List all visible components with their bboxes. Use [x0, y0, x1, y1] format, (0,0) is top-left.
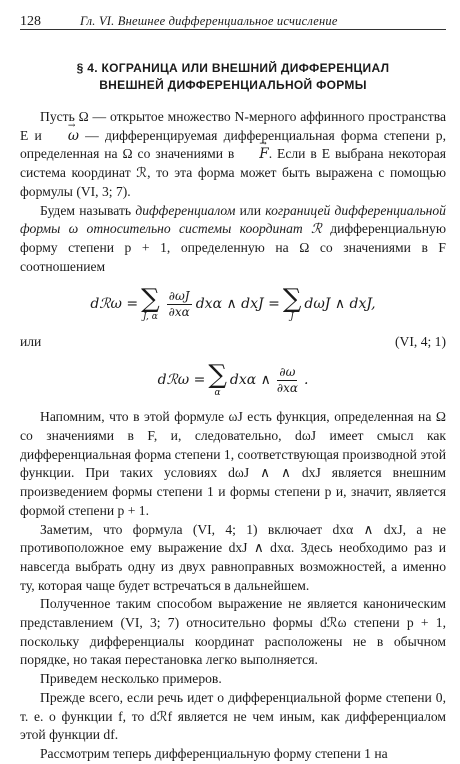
paragraph-4: Заметим, что формула (VI, 4; 1) включает dxα ∧ dxJ, а не противоположное ему выражение dxJ ∧ dxα. Здесь необходимо раз и навсегда выбрать одну из двух равноправных возможностей, а именно ту, которая чаще будет встречаться в дальнейшем. — [20, 521, 446, 593]
sum-symbol-1: ∑ J, α — [141, 284, 160, 323]
sum-symbol-2: ∑ J — [282, 284, 302, 323]
paragraph-8: Рассмотрим теперь дифференциальную форму степени 1 на — [40, 745, 388, 761]
p2-text-c: дифференциальную форму степени p + 1, определенную на Ω со значениями в F соотношением — [20, 221, 446, 274]
paragraph-5: Полученное таким способом выражение не является каноническим представлением (VI, 3; 7) относительно формы dℛω степени p + 1, поскольку дифференциалы координат расположены не в обычном порядке, но такая перестановка легко выполняется. — [20, 596, 446, 668]
section-title-line-2: ВНЕШНЕЙ ДИФФЕРЕНЦИАЛЬНОЙ ФОРМЫ — [99, 78, 367, 92]
sum-1-index: J, α — [142, 312, 158, 323]
formula-1 — [20, 276, 446, 332]
sum-3-index: α — [214, 388, 221, 399]
equation-label: (VI, 4; 1) — [395, 334, 446, 350]
F-symbol: → F — [239, 145, 268, 164]
formula-2 — [20, 352, 446, 408]
paragraph-7: Прежде всего, если речь идет о дифференциальной форме степени 0, т. е. о функции f, то dℛf является не чем иным, как дифференциалом этой функции df. — [20, 689, 446, 743]
section-title-line-1: § 4. КОГРАНИЦА ИЛИ ВНЕШНИЙ ДИФФЕРЕНЦИАЛ — [76, 61, 390, 75]
sum-symbol-3: ∑ α — [208, 360, 227, 399]
fraction-2 — [275, 365, 300, 396]
formula-2-mid: dxα ∧ — [229, 372, 271, 389]
p2-text-b: или — [235, 202, 266, 218]
term-differential: дифференциалом — [135, 202, 236, 218]
fraction-1-den: ∂xα — [168, 304, 190, 319]
paragraph-2 — [20, 202, 446, 277]
omega-symbol: → ω — [48, 127, 79, 146]
fraction-1 — [167, 289, 192, 320]
paragraph-1 — [20, 108, 446, 202]
or-word: или — [20, 334, 42, 350]
p1-text-a: Пусть Ω — открытое множество N-мерного аффинного пространства E и — [20, 109, 446, 143]
paragraph-6: Приведем несколько примеров. — [40, 671, 222, 687]
formula-2-lhs: dℛω = — [157, 372, 206, 389]
paragraph-3: Напомним, что в этой формуле ωJ есть функция, определенная на Ω со значениями в F, и, следовательно, dωJ имеет смысл как дифференциальная форма степени 1, соответствующая производной этой функции. При таких условиях dωJ ∧ ∧ dxJ является внешним произведением формы степени 1 и формы степени p и, значит, является формой степени p + 1. — [20, 409, 446, 518]
formula-1-end: dωJ ∧ dxJ, — [304, 296, 376, 313]
page-number: 128 — [20, 14, 41, 29]
formula-1-lhs: dℛω = — [90, 296, 139, 313]
term-coboundary: кограницей дифференциальной формы ω относительно системы координат ℛ — [20, 202, 446, 237]
p1-text-b: — дифференцируемая дифференциальная форма степени p, определенная на Ω со значениями в — [20, 127, 446, 162]
p1-text-c: . Если в E выбрана некоторая система координат ℛ, то эта форма может быть выражена с помощью формулы (VI, 3; 7). — [20, 146, 446, 199]
fraction-2-den: ∂xα — [276, 380, 298, 395]
sum-2-index: J — [290, 312, 294, 323]
fraction-1-num: ∂ωJ — [168, 288, 190, 303]
formula-1-mid: dxα ∧ dxJ = — [195, 296, 280, 313]
section-title — [20, 60, 446, 94]
formula-label-line — [20, 332, 446, 352]
fraction-2-num: ∂ω — [279, 364, 296, 379]
formula-2-end: . — [303, 372, 309, 389]
page-header — [20, 0, 446, 30]
running-head: Гл. VI. Внешнее дифференциальное исчисление — [80, 14, 338, 28]
p2-text-a: Будем называть — [40, 202, 136, 218]
